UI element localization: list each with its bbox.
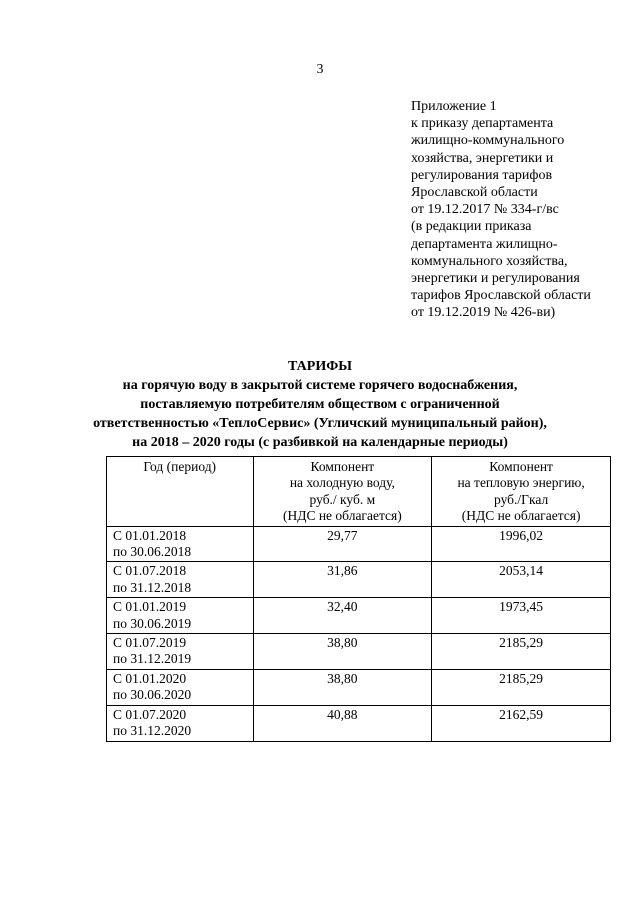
appendix-line: департамента жилищно- <box>411 236 558 252</box>
cold-water-value: 31,86 <box>253 562 432 598</box>
title-line: на горячую воду в закрытой системе горячего водоснабжения, <box>122 378 518 393</box>
appendix-line: тарифов Ярославской области <box>411 288 591 304</box>
tariffs-table <box>106 456 611 742</box>
heat-energy-value: 2053,14 <box>432 562 611 598</box>
heat-energy-value: 1973,45 <box>432 598 611 634</box>
cold-water-value: 38,80 <box>253 634 432 670</box>
appendix-block <box>411 98 636 322</box>
title-line: на 2018 – 2020 годы (с разбивкой на календарные периоды) <box>132 435 508 450</box>
period-cell: С 01.01.2019 по 30.06.2019 <box>107 598 254 634</box>
header-heat-energy: Компонент на тепловую энергию, руб./Гкал (НДС не облагается) <box>432 457 611 527</box>
header-cold-water: Компонент на холодную воду, руб./ куб. м (НДС не облагается) <box>253 457 432 527</box>
appendix-line: жилищно-коммунального <box>411 133 565 149</box>
appendix-line: Приложение 1 <box>411 99 497 114</box>
appendix-line: хозяйства, энергетики и <box>411 150 554 166</box>
heat-energy-value: 1996,02 <box>432 526 611 562</box>
appendix-line: коммунального хозяйства, <box>411 253 568 269</box>
cold-water-value: 29,77 <box>253 526 432 562</box>
appendix-line: (в редакции приказа <box>411 219 532 235</box>
title-line: ответственностью «ТеплоСервис» (Угличский муниципальный район), <box>93 416 547 431</box>
cold-water-value: 40,88 <box>253 705 432 741</box>
table-row <box>107 598 611 634</box>
table-row <box>107 526 611 562</box>
period-cell: С 01.07.2018 по 31.12.2018 <box>107 562 254 598</box>
period-cell: С 01.01.2018 по 30.06.2018 <box>107 526 254 562</box>
appendix-line: регулирования тарифов <box>411 167 553 183</box>
appendix-line: к приказу департамента <box>411 116 554 132</box>
document-title <box>0 357 640 452</box>
appendix-line: энергетики и регулирования <box>411 271 580 287</box>
period-cell: С 01.07.2020 по 31.12.2020 <box>107 705 254 741</box>
heat-energy-value: 2185,29 <box>432 634 611 670</box>
cold-water-value: 32,40 <box>253 598 432 634</box>
header-period: Год (период) <box>107 457 254 527</box>
period-cell: С 01.01.2020 по 30.06.2020 <box>107 669 254 705</box>
title-heading: ТАРИФЫ <box>288 359 352 374</box>
cold-water-value: 38,80 <box>253 669 432 705</box>
table-row <box>107 705 611 741</box>
appendix-line: от 19.12.2017 № 334-г/вс <box>411 202 559 218</box>
period-cell: С 01.07.2019 по 31.12.2019 <box>107 634 254 670</box>
heat-energy-value: 2162,59 <box>432 705 611 741</box>
appendix-line: Ярославской области <box>411 185 538 201</box>
heat-energy-value: 2185,29 <box>432 669 611 705</box>
table-row <box>107 562 611 598</box>
title-line: поставляемую потребителям обществом с ограниченной <box>140 397 500 412</box>
table-header-row <box>107 457 611 527</box>
table-row <box>107 669 611 705</box>
table-row <box>107 634 611 670</box>
appendix-line: от 19.12.2019 № 426-ви) <box>411 305 556 321</box>
page-number: 3 <box>316 62 324 77</box>
